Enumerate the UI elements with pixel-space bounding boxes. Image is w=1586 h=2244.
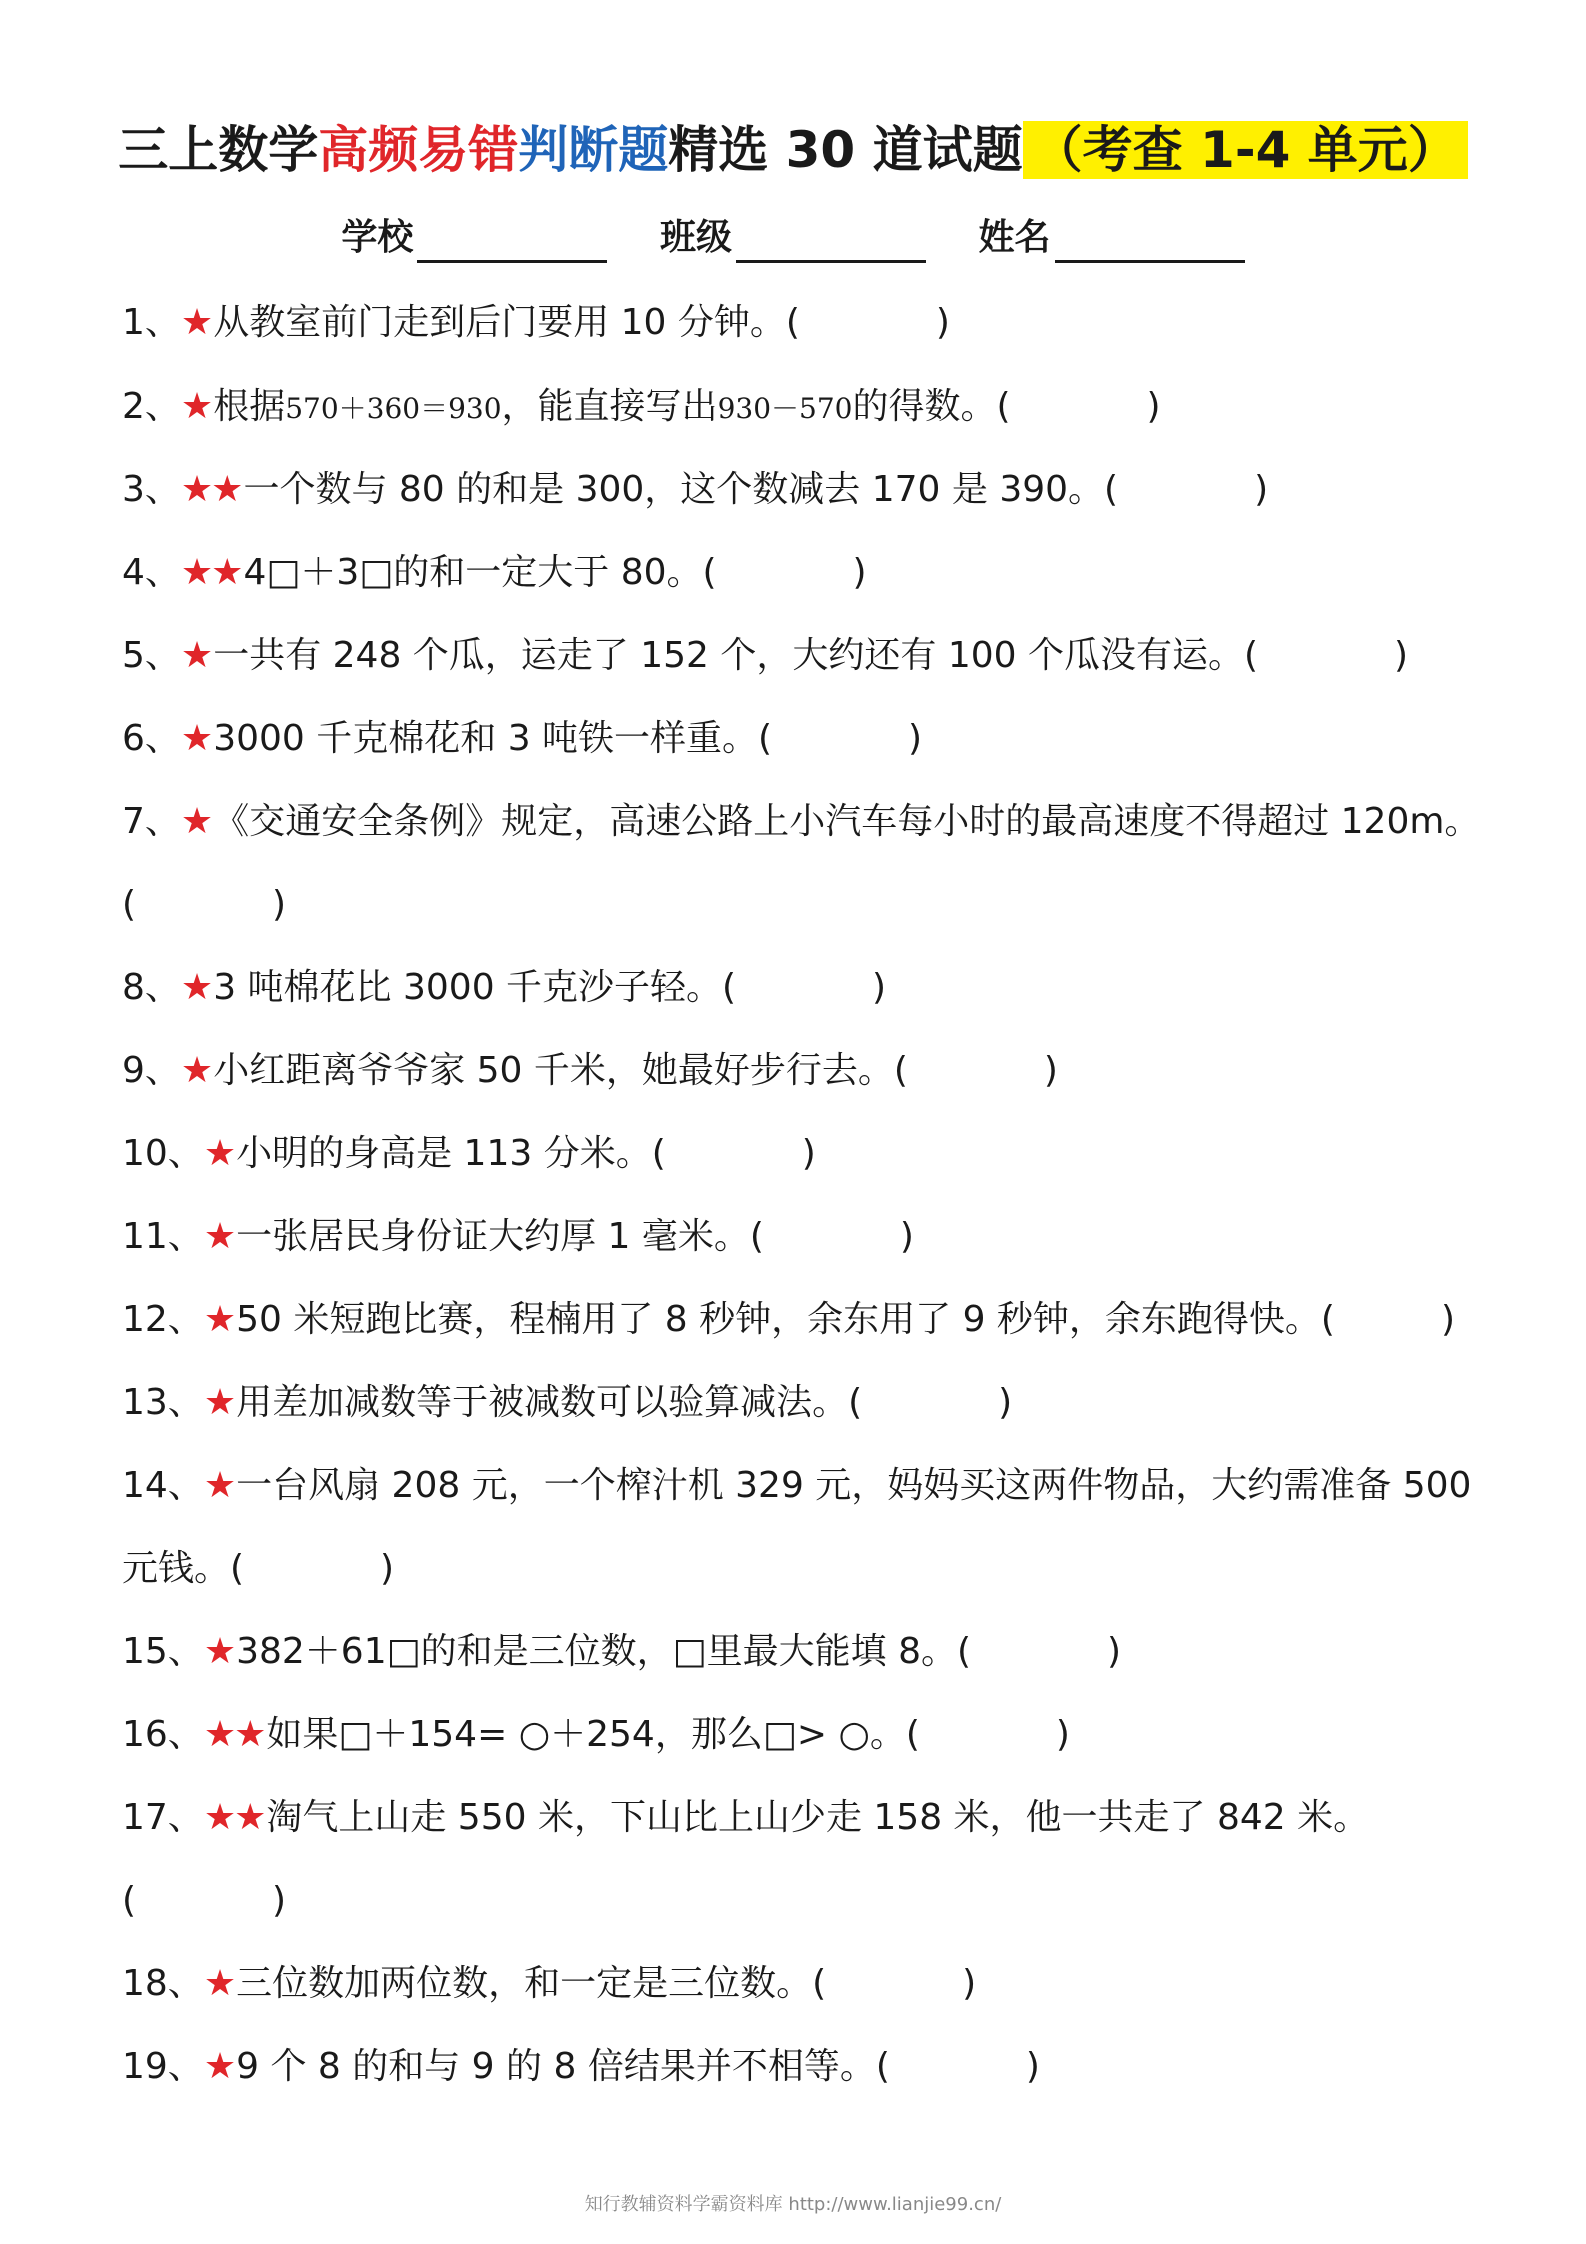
question-19 [122,2040,1512,2094]
name-blank[interactable] [1055,220,1245,263]
question-number: 11、 [122,1216,204,1257]
question-text: 三位数加两位数，和一定是三位数。( [236,1963,827,2004]
question-number: 1、 [122,302,181,343]
question-5 [122,629,1512,683]
answer-blank[interactable]: ) [1025,2046,1040,2087]
question-number: 4、 [122,552,181,593]
class-field [660,213,926,263]
name-field [979,213,1245,263]
question-18 [122,1957,1512,2011]
star-icon: ★ [203,1963,235,2004]
star-icon: ★ [180,718,212,759]
title-part-blue: 判断题 [518,121,669,179]
question-text: 小红距离爷爷家 50 千米，她最好步行去。( [213,1050,908,1091]
star-icon: ★ [180,801,212,842]
school-field [341,213,607,263]
star-icon: ★★ [180,469,242,510]
question-12 [122,1293,1512,1347]
star-icon: ★ [203,1631,235,1672]
question-text: 用差加减数等于被减数可以验算减法。( [236,1382,863,1423]
question-text: 9 个 8 的和与 9 的 8 倍结果并不相等。( [236,2046,890,2087]
school-label: 学校 [341,217,414,258]
answer-blank[interactable]: ) [272,884,287,925]
question-number: 15、 [122,1631,204,1672]
question-number: 9、 [122,1050,181,1091]
question-number: 7、 [122,801,181,842]
question-text: 淘气上山走 550 米，下山比上山少走 158 米，他一共走了 842 米。 [266,1797,1370,1838]
question-text-line-2: ( [122,884,137,925]
question-number: 12、 [122,1299,204,1340]
star-icon: ★ [180,967,212,1008]
question-number: 17、 [122,1797,204,1838]
star-icon: ★★ [203,1797,265,1838]
question-7 [122,795,1512,849]
expression: 930－570 [717,392,853,425]
question-number: 6、 [122,718,181,759]
star-icon: ★ [180,635,212,676]
page-title [0,115,1586,185]
question-text: 一共有 248 个瓜，运走了 152 个，大约还有 100 个瓜没有运。( [213,635,1259,676]
question-8 [122,961,1512,1015]
footer-watermark: 知行教辅资料学霸资料库 http://www.lianjie99.cn/ [584,2194,1002,2215]
question-text: 小明的身高是 113 分米。( [236,1133,666,1174]
answer-blank[interactable]: ) [962,1963,977,2004]
class-blank[interactable] [736,220,926,263]
answer-blank[interactable]: ) [908,718,923,759]
question-7-line-2 [122,878,1512,932]
question-13 [122,1376,1512,1430]
answer-blank[interactable]: ) [1254,469,1269,510]
question-2 [122,380,1512,436]
question-16 [122,1708,1512,1762]
question-number: 2、 [122,386,181,427]
question-text: 3 吨棉花比 3000 千克沙子轻。( [213,967,737,1008]
question-17 [122,1791,1512,1845]
question-text: 从教室前门走到后门要用 10 分钟。( [213,302,800,343]
answer-blank[interactable]: ) [1107,1631,1122,1672]
question-1 [122,296,1512,350]
title-part-red: 高频易错 [318,121,519,179]
question-number: 16、 [122,1714,204,1755]
question-10 [122,1127,1512,1181]
question-text-line-2: 元钱。( [122,1548,245,1589]
question-text: 382＋61□的和是三位数，□里最大能填 8。( [236,1631,972,1672]
answer-blank[interactable]: ) [380,1548,395,1589]
question-3 [122,463,1512,517]
question-15 [122,1625,1512,1679]
title-part-1: 三上数学 [118,121,319,179]
title-part-4: 精选 30 道试题 [668,121,1023,179]
answer-blank[interactable]: ) [935,302,950,343]
school-blank[interactable] [417,220,607,263]
question-17-line-2 [122,1874,1512,1928]
question-number: 14、 [122,1465,204,1506]
star-icon: ★ [180,1050,212,1091]
star-icon: ★ [203,1465,235,1506]
question-9 [122,1044,1512,1098]
question-number: 13、 [122,1382,204,1423]
star-icon: ★ [180,302,212,343]
question-number: 19、 [122,2046,204,2087]
answer-blank[interactable]: ) [1146,386,1161,427]
question-text: 一张居民身份证大约厚 1 毫米。( [236,1216,764,1257]
question-text: 4□＋3□的和一定大于 80。( [243,552,717,593]
question-text: 一台风扇 208 元，一个榨汁机 329 元，妈妈买这两件物品，大约需准备 500 [236,1465,1472,1506]
question-4 [122,546,1512,600]
question-text: 《交通安全条例》规定，高速公路上小汽车每小时的最高速度不得超过 120m。 [213,801,1481,842]
question-text-line-2: ( [122,1880,137,1921]
question-text: 50 米短跑比赛，程楠用了 8 秒钟，余东用了 9 秒钟，余东跑得快。( [236,1299,1335,1340]
star-icon: ★ [203,1133,235,1174]
star-icon: ★★ [203,1714,265,1755]
equation: 570＋360＝930 [285,392,502,425]
question-6 [122,712,1512,766]
answer-blank[interactable]: ) [998,1382,1013,1423]
star-icon: ★ [203,1216,235,1257]
question-number: 5、 [122,635,181,676]
question-text: 3000 千克棉花和 3 吨铁一样重。( [213,718,773,759]
question-number: 10、 [122,1133,204,1174]
question-14-line-2 [122,1542,1512,1596]
question-text-mid: ，能直接写出 [501,386,718,427]
answer-blank[interactable]: ) [1043,1050,1058,1091]
question-text: 一个数与 80 的和是 300，这个数减去 170 是 390。( [243,469,1119,510]
answer-blank[interactable]: ) [1440,1299,1455,1340]
title-highlight: （考查 1-4 单元） [1023,121,1468,179]
star-icon: ★ [180,386,212,427]
student-info-line [0,213,1586,263]
answer-blank[interactable]: ) [801,1133,816,1174]
answer-blank[interactable]: ) [852,552,867,593]
star-icon: ★ [203,1299,235,1340]
question-number: 8、 [122,967,181,1008]
answer-blank[interactable]: ) [1055,1714,1070,1755]
class-label: 班级 [659,217,732,258]
answer-blank[interactable]: ) [872,967,887,1008]
question-14 [122,1459,1512,1513]
star-icon: ★ [203,1382,235,1423]
question-number: 3、 [122,469,181,510]
question-number: 18、 [122,1963,204,2004]
star-icon: ★★ [180,552,242,593]
question-text-post: 的得数。( [852,386,1011,427]
question-text: 如果□＋154= ○＋254，那么□> ○。( [266,1714,920,1755]
star-icon: ★ [203,2046,235,2087]
answer-blank[interactable]: ) [1394,635,1409,676]
answer-blank[interactable]: ) [899,1216,914,1257]
question-text-pre: 根据 [213,386,286,427]
answer-blank[interactable]: ) [272,1880,287,1921]
question-11 [122,1210,1512,1264]
name-label: 姓名 [978,217,1051,258]
